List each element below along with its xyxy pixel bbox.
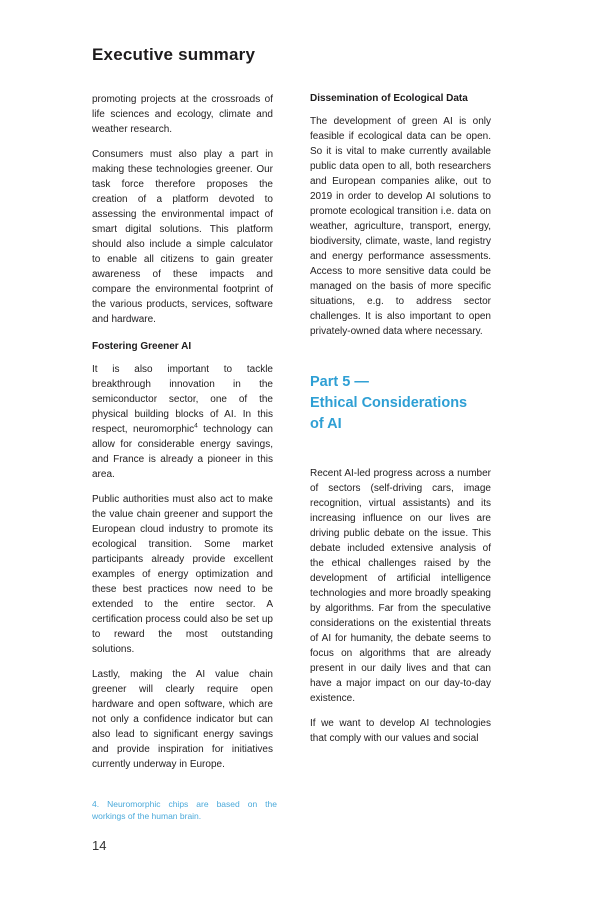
page-title: Executive summary (92, 45, 256, 64)
part-5-heading (310, 372, 491, 435)
paragraph-text: It is also important to tackle breakthrough innovation in the semiconductor sector, one of the physical building blocks of AI. In this respect, neuromorphic (92, 364, 273, 435)
section-heading-fostering-greener-ai: Fostering Greener AI (92, 341, 192, 352)
footnote-reference-marker: 4 (194, 422, 198, 430)
paragraph-lastly: Lastly, making the AI value chain greener will clearly require open hardware and open software, which are not only a confidence indicator but can also lead to significant energy savings and provide inspiration for initiatives currently underway in Europe. (92, 669, 273, 770)
footnote: 4. Neuromorphic chips are based on the workings of the human brain. (92, 799, 277, 821)
page-number: 14 (92, 838, 107, 853)
left-column (92, 92, 273, 782)
section-heading-dissemination: Dissemination of Ecological Data (310, 93, 468, 104)
paragraph-neuromorphic (92, 362, 273, 482)
paragraph-text: technology can allow for considerable energy savings, and France is already a pioneer in this area. (92, 424, 273, 480)
paragraph-crossroads: promoting projects at the crossroads of life sciences and ecology, climate and weather research. (92, 94, 273, 135)
paragraph-consumers: Consumers must also play a part in making these technologies greener. Our task force therefore proposes the creation of a platform devoted to assessing the environmental impact of smart digital solutions. This platform should also include a simple calculator to enable all citizens to gain greater awareness of these impacts and compare the environmental footprint of the various products, services, software and hardware. (92, 149, 273, 325)
part-5-heading-line1: Part 5 — (310, 374, 369, 390)
paragraph-develop-ai: If we want to develop AI technologies that comply with our values and social (310, 718, 491, 744)
right-column (310, 92, 491, 782)
part-5-heading-line3: of AI (310, 416, 342, 432)
paragraph-recent-ai-progress: Recent AI-led progress across a number of sectors (self-driving cars, image recognition, virtual assistants) and its increasing influence on our lives are driving public debate on the issue. This debate included extensive analysis of the ethical challenges raised by the development of artificial intelligence technologies and more broadly speaking by algorithms. Far from the speculative considerations on the existential threats of AI for humanity, the debate seems to focus on algorithms that are already present in our daily lives and that can have a major impact on our day-to-day existence. (310, 468, 491, 704)
two-column-layout (92, 92, 491, 782)
paragraph-public-authorities: Public authorities must also act to make the value chain greener and support the European cloud industry to promote its ecological transition. Some market participants already provide excellent examples of energy optimization and these best practices now need to be extended to the entire sector. A certification process could also be set up to reward the most outstanding solutions. (92, 494, 273, 655)
part-5-heading-line2: Ethical Considerations (310, 395, 468, 411)
paragraph-green-ai-data: The development of green AI is only feasible if ecological data can be open. So it is vital to make currently available public data open to all, both researchers and European companies alike, out to 2019 in order to develop AI solutions to promote ecological transition i.e. data on weather, agriculture, transport, energy, biodiversity, climate, waste, land registry and energy performance assessments. Access to more sensitive data could be managed on the basis of more specific situations, e.g. to address sector challenges. It is also important to open privately-owned data where necessary. (310, 116, 491, 337)
